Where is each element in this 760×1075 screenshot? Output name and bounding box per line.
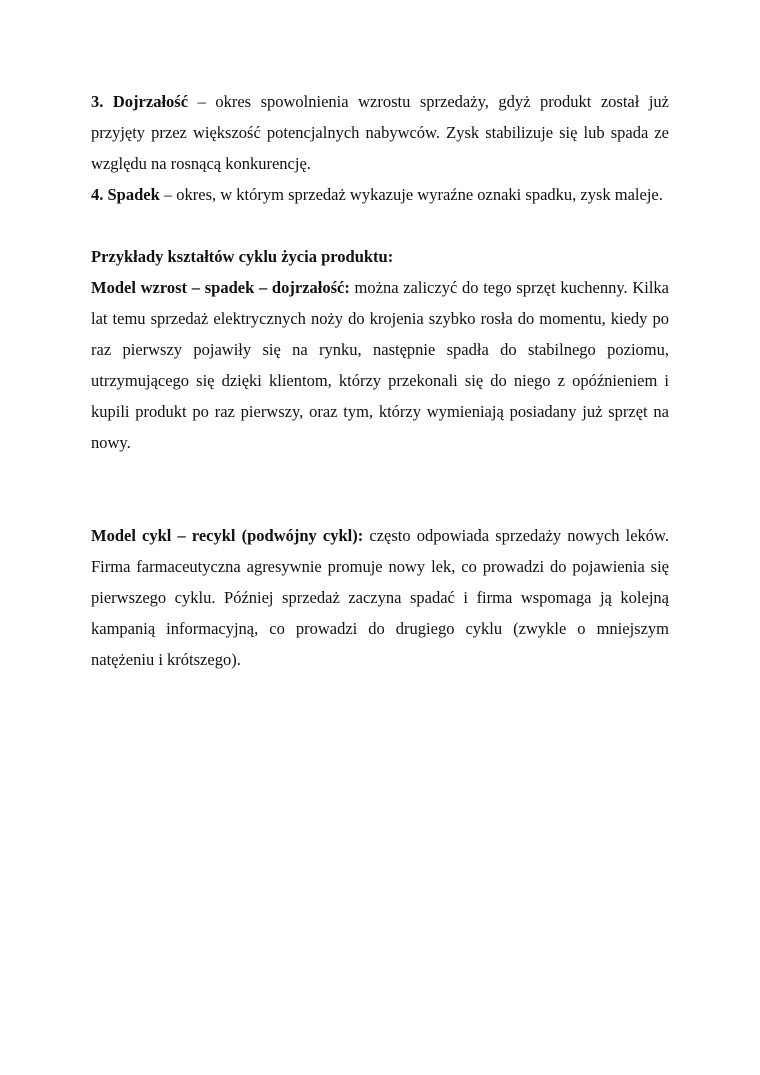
stage-3-label: 3. Dojrzałość	[91, 92, 189, 111]
model-1-label: Model wzrost – spadek – dojrzałość:	[91, 278, 350, 297]
stage-4-text: – okres, w którym sprzedaż wykazuje wyraźne oznaki spadku, zysk maleje.	[159, 185, 663, 204]
examples-heading	[91, 241, 669, 272]
model-2-paragraph	[91, 520, 669, 675]
model-1-paragraph	[91, 272, 669, 458]
document-page	[91, 86, 669, 675]
model-2-text: często odpowiada sprzedaży nowych leków. Firma farmaceutyczna agresywnie promuje nowy lek, co prowadzi do pojawienia się pierwszego cyklu. Później sprzedaż zaczyna spadać i firma wspomaga ją kolejną kampanią informacyjną, co prowadzi do drugiego cyklu (zwykle o mniejszym natężeniu i krótszego).	[91, 526, 670, 669]
stage-4-label: 4. Spadek	[91, 185, 160, 204]
model-1-text: można zaliczyć do tego sprzęt kuchenny. Kilka lat temu sprzedaż elektrycznych noży do krojenia szybko rosła do momentu, kiedy po raz pierwszy pojawiły się na rynku, następnie spadła do stabilnego poziomu, utrzymującego się dzięki klientom, którzy przekonali się do niego z opóźnieniem i kupili produkt po raz pierwszy, oraz tym, którzy wymieniają posiadany już sprzęt na nowy.	[91, 278, 669, 452]
examples-heading-text: Przykłady kształtów cyklu życia produktu:	[91, 247, 394, 266]
stage-4-paragraph	[91, 179, 669, 210]
spacer	[91, 210, 669, 241]
stage-3-paragraph	[91, 86, 669, 179]
spacer	[91, 458, 669, 520]
model-2-label: Model cykl – recykl (podwójny cykl):	[91, 526, 364, 545]
stage-3-text: – okres spowolnienia wzrostu sprzedaży, gdyż produkt został już przyjęty przez większość potencjalnych nabywców. Zysk stabilizuje się lub spada ze względu na rosnącą konkurencję.	[91, 92, 670, 173]
